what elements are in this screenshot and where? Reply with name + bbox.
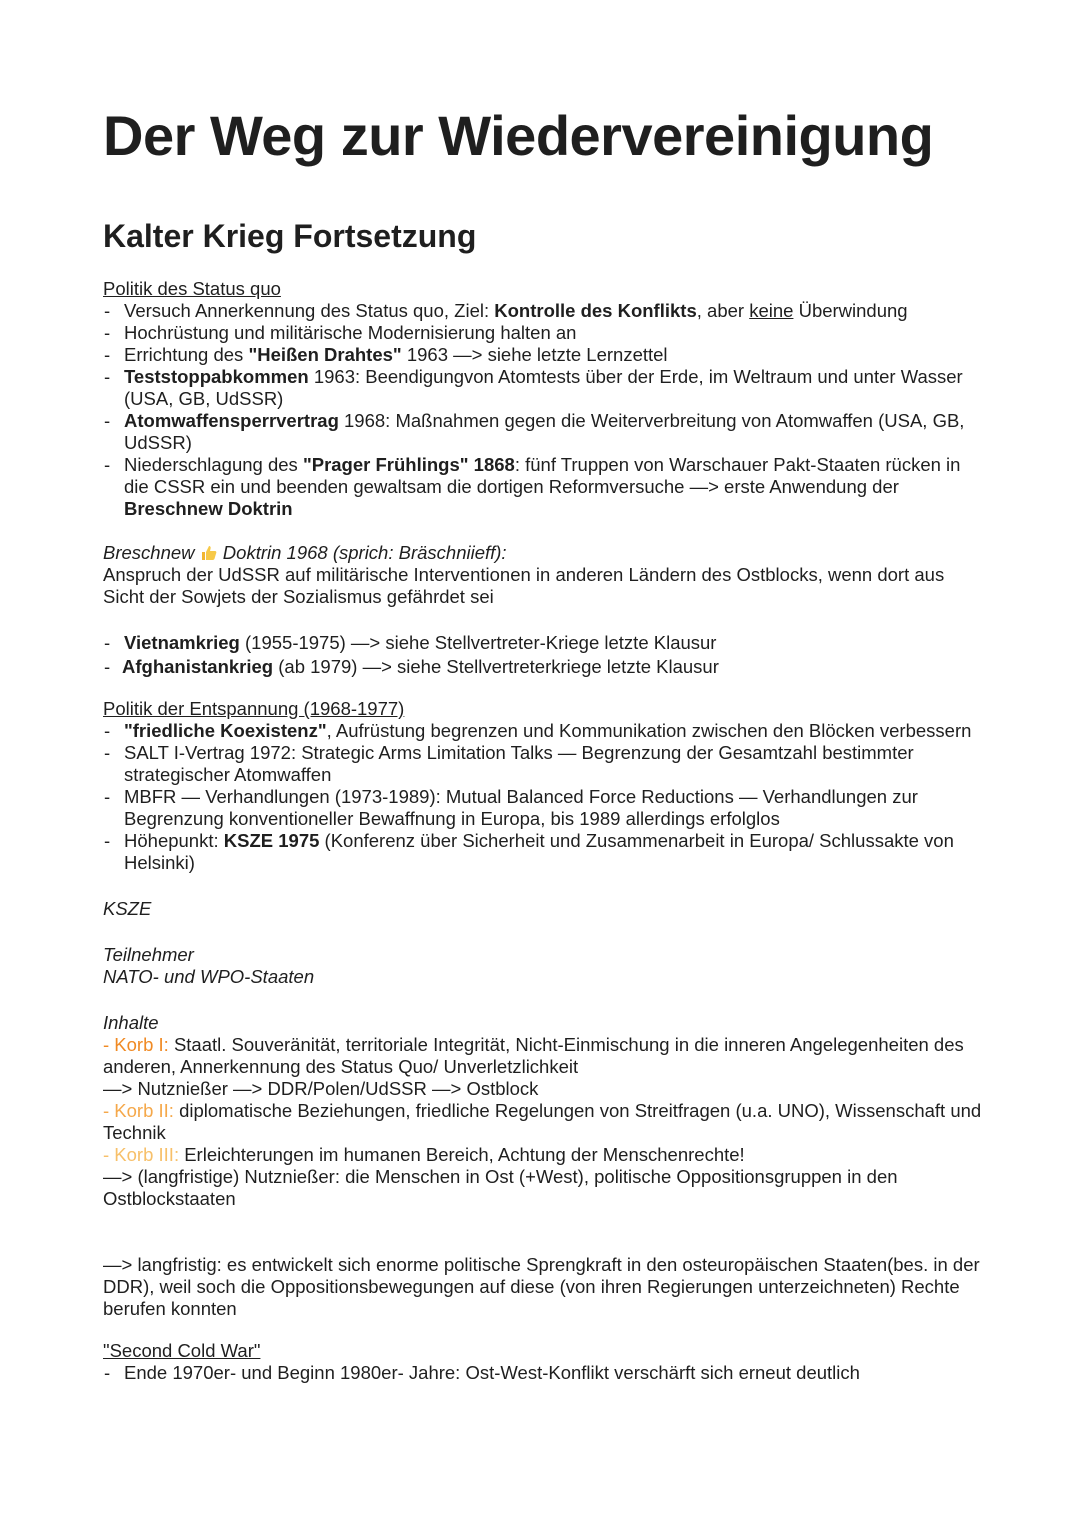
section-title: Kalter Krieg Fortsetzung	[103, 218, 477, 254]
second-cold-war-heading: "Second Cold War"	[103, 1340, 261, 1361]
korb-2: - Korb II: diplomatische Beziehungen, friedliche Regelungen von Streitfragen (u.a. UNO), Wissenschaft und Technik	[103, 1100, 982, 1143]
list-item: - SALT I-Vertrag 1972: Strategic Arms Limitation Talks — Begrenzung der Gesamtzahl bestimmter strategischer Atomwaffen	[103, 742, 983, 786]
list-item: - MBFR — Verhandlungen (1973-1989): Mutual Balanced Force Reductions — Verhandlungen zur Begrenzung konventioneller Bewaffnung in Europa, bis 1989 allerdings erfolglos	[103, 786, 983, 830]
status-quo-heading: Politik des Status quo	[103, 278, 281, 299]
teilnehmer-label: Teilnehmer	[103, 944, 194, 965]
korb-3-label: - Korb III:	[103, 1144, 180, 1165]
langfristig-paragraph: —> langfristig: es entwickelt sich enorme politische Sprengkraft in den osteuropäischen Staaten(bes. in der DDR), weil soch die Oppositionsbewegungen auf diese (von ihren Regierungen unterzeichneten) Rechte berufen konnten	[103, 1254, 980, 1319]
wars-list	[103, 632, 983, 678]
second-cold-war-list	[103, 1362, 983, 1384]
breschnew-heading: Breschnew Doktrin 1968 (sprich: Bräschniieff):	[103, 542, 507, 563]
list-item: - Atomwaffensperrvertrag 1968: Maßnahmen gegen die Weiterverbreitung von Atomwaffen (USA, GB, UdSSR)	[103, 410, 983, 454]
breschnew-text: Anspruch der UdSSR auf militärische Interventionen in anderen Ländern des Ostblocks, wenn dort aus Sicht der Sowjets der Sozialismus gefährdet sei	[103, 564, 945, 607]
ksze-section	[103, 898, 983, 1210]
inhalte-label: Inhalte	[103, 1012, 159, 1033]
ksze-label: KSZE	[103, 898, 152, 919]
entspannung-section	[103, 698, 983, 874]
korb-1-note: —> Nutznießer —> DDR/Polen/UdSSR —> Ostblock	[103, 1078, 539, 1099]
document-page	[103, 100, 983, 1384]
breschnew-section	[103, 542, 983, 608]
list-item: - Vietnamkrieg (1955-1975) —> siehe Stellvertreter-Kriege letzte Klausur	[103, 632, 983, 654]
list-item: - Ende 1970er- und Beginn 1980er- Jahre: Ost-West-Konflikt verschärft sich erneut deutlich	[103, 1362, 983, 1384]
status-quo-list	[103, 300, 983, 520]
list-item: - Errichtung des "Heißen Drahtes" 1963 —> siehe letzte Lernzettel	[103, 344, 983, 366]
list-item: - Niederschlagung des "Prager Frühlings" 1868: fünf Truppen von Warschauer Pakt-Staaten rücken in die CSSR ein und beenden gewaltsam die dortigen Reformversuche —> erste Anwendung der Breschnew Doktrin	[103, 454, 983, 520]
entspannung-heading: Politik der Entspannung (1968-1977)	[103, 698, 405, 719]
korb-1: - Korb I: Staatl. Souveränität, territoriale Integrität, Nicht-Einmischung in die inneren Angelegenheiten des anderen, Annerkennung des Status Quo/ Unverletzlichkeit	[103, 1034, 964, 1077]
list-item: - Versuch Annerkennung des Status quo, Ziel: Kontrolle des Konflikts, aber keine Überwindung	[103, 300, 983, 322]
list-item: - Teststoppabkommen 1963: Beendigungvon Atomtests über der Erde, im Weltraum und unter Wasser (USA, GB, UdSSR)	[103, 366, 983, 410]
status-quo-section	[103, 278, 983, 520]
korb-3-note: —> (langfristige) Nutznießer: die Menschen in Ost (+West), politische Oppositionsgruppen in den Ostblockstaaten	[103, 1166, 898, 1209]
wars-section	[103, 632, 983, 678]
teilnehmer-text: NATO- und WPO-Staaten	[103, 966, 315, 987]
korb-2-label: - Korb II:	[103, 1100, 174, 1121]
list-item: - Afghanistankrieg (ab 1979) —> siehe Stellvertreterkriege letzte Klausur	[103, 656, 983, 678]
page-title: Der Weg zur Wiedervereinigung	[103, 104, 934, 167]
list-item: - Hochrüstung und militärische Modernisierung halten an	[103, 322, 983, 344]
korb-1-label: - Korb I:	[103, 1034, 169, 1055]
second-cold-war-section	[103, 1340, 983, 1384]
list-item: - Höhepunkt: KSZE 1975 (Konferenz über Sicherheit und Zusammenarbeit in Europa/ Schlussakte von Helsinki)	[103, 830, 983, 874]
entspannung-list	[103, 720, 983, 874]
list-item: - "friedliche Koexistenz", Aufrüstung begrenzen und Kommunikation zwischen den Blöcken verbessern	[103, 720, 983, 742]
korb-3: - Korb III: Erleichterungen im humanen Bereich, Achtung der Menschenrechte!	[103, 1144, 745, 1165]
thumbs-up-icon	[200, 545, 218, 561]
